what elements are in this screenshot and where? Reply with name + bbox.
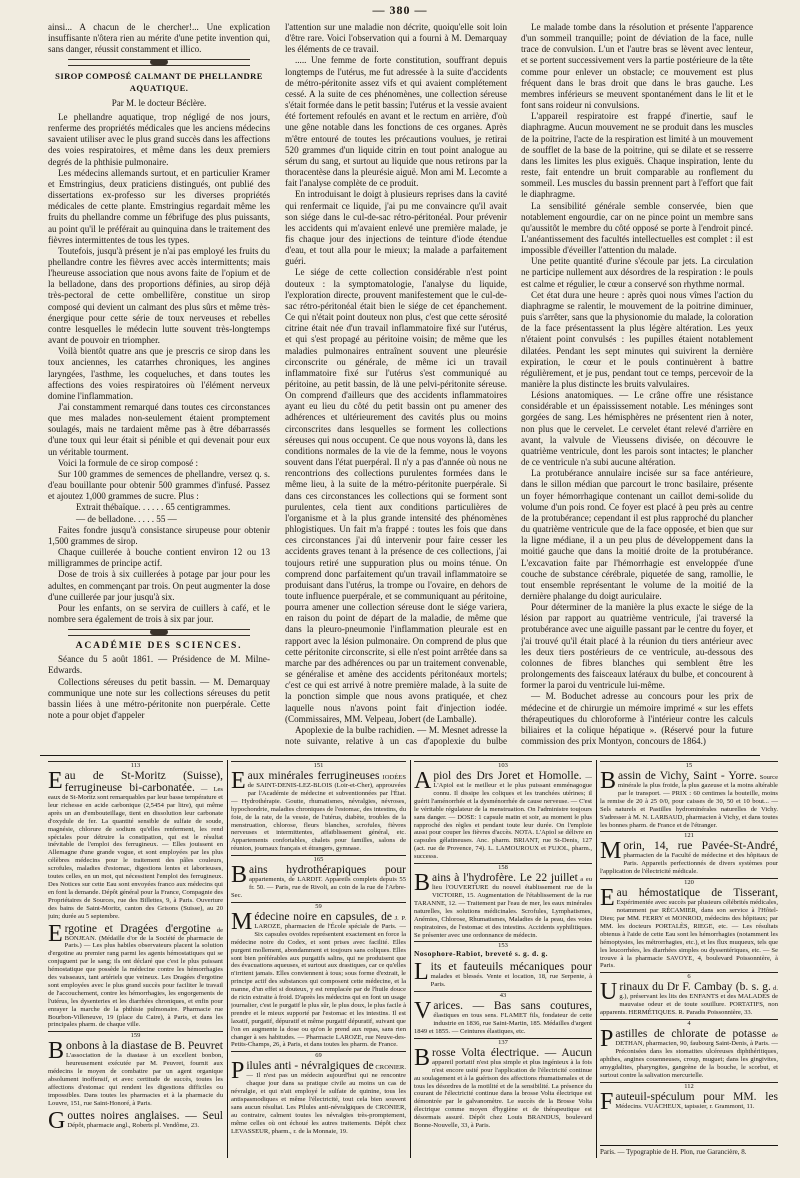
ad-number: 4 (600, 1019, 778, 1028)
ad-headline: arices. — Bas sans coutures, (433, 1000, 592, 1013)
paragraph: Une petite quantité d'urine s'écoule par jets. La circulation ne participe nullement aux désordres de la respiration : le pouls est calme et régulier, le cœur a conservé son rhythme normal. (521, 256, 753, 289)
advertisement (231, 864, 406, 900)
drop-cap: P (600, 1026, 614, 1053)
ad-headline: piol des Drs Joret et Homolle. (433, 770, 582, 782)
advertisement (414, 950, 592, 959)
ad-number: 121 (600, 831, 778, 840)
ad-body: d. g.), préservant les lits des ENFANTS et des MALADES de mauvaise odeur et de toute souillure. PORTATIFS, non apparents. HERMÉTIQUES. R. Paradis Poissonnière, 33. (600, 985, 778, 1017)
ad-number: 6 (600, 972, 778, 981)
advertisement (48, 920, 223, 1030)
advertisement (414, 1000, 592, 1036)
ad-number: 43 (414, 991, 592, 1000)
paragraph: L'appareil respiratoire est frappé d'inertie, sauf le diaphragme. Aucun mouvement ne se produit dans les muscles de la poitrine, l'acte de la respiration est limité à un mouvement de soufflet de la base de la poitrine, qui se dilate et se resserre dans les limites les plus exiguës. Chaque inspiration, lente du reste, fait entendre un bruit comparable au ronflement du sommeil. Les muscles du bassin prennent part à l'effort que fait le diaphragme. (521, 111, 753, 200)
column-2 (285, 22, 507, 747)
ad-headline: édecine noire en capsules, de (254, 910, 392, 923)
advertisement (600, 1088, 778, 1115)
column-1 (48, 22, 270, 747)
ad-number: 137 (414, 1038, 592, 1047)
ad-headline: onbons à la diastase de B. Peuvret (66, 1040, 223, 1053)
ad-body: Dépôt, pharmacie angl., Roberts pl. Vendôme, 23. (67, 1121, 200, 1129)
paragraph: Apoplexie de la bulbe rachidien. — M. Mesnet adresse la note suivante, relative à un cas d'apoplexie du bulbe (285, 724, 507, 746)
ad-headline: ains à l'hydrofère. Le 22 juillet (432, 872, 578, 885)
advertisement (48, 1040, 223, 1107)
drop-cap: U (600, 979, 618, 1006)
advertisement-rule (40, 755, 760, 756)
paragraph: Cet état dura une heure : après quoi nous vîmes l'action du diaphragme se ralentir, le mouvement de la poitrine diminuer, puis s'arrêter, sans que la physionomie du malade, la coloration de la face présentassent la plus légère altération. Les yeux n'étaient point convulsés : les pupilles étaient notablement dilatées. Pendant les sept minutes qui suivirent la dernière expiration, le cœur et le pouls continuèrent à battre régulièrement, et je pus, pendant tout ce temps, percevoir de la manière la plus distincte les bruits valvulaires. (521, 289, 753, 389)
ad-column-4 (600, 760, 778, 1160)
ad-column-divider (596, 760, 597, 1158)
ad-body: IODÉES de SAINT-DENIS-LEZ-BLOIS (Loir-et-Cher), approuvées par l'Académie de médecine et subventionnées par l'État. — Hydrothérapie. Goutte, rhumatismes, névralgies, névroses, hypochondrie, maladies chroniques de l'estomac, des intestins, du foie, de la rate, de la vessie, de l'utérus, diabète, troubles de la menstruation, chlorose, fleurs blanches, scrofules, fièvres nerveuses et intermittentes, affaiblissement général, etc. Appartements confortables, chalets pour familles, salons de réunion, journaux français et étrangers, gymnase. (231, 774, 406, 853)
ad-number: 59 (231, 902, 406, 911)
advertisement (414, 770, 592, 861)
ad-body: Expérimentée avec succès par plusieurs célébrités médicales, notamment par RÉCAMIER, dans son service à l'Hôtel-Dieu; par MM. FERRY et MONROD, médecins des hôpitaux; par MM. les docteurs PORTALÈS, RIEGE, etc. — Les résultats obtenus à l'aide de cette Eau sont les hémorrhagies (notamment les hémoptysies, les métrorrhagies, etc.), et les flux muqueux, tels que les leucorrhées, les diarrhées simples ou dyssentériques, etc. — Se trouve à la pharmacie SAVOYE, 4, boulevard Poissonnière, à Paris. (600, 899, 778, 970)
ad-body: L'association de la diastase à un excellent bonbon, heureusement exécutée par M. Peuvret, fournit aux médecins le moyen de combattre par un agent organique absolument inoffensif, et avec certitude de succès, toutes les affections d'estomac qui rendent les digestions difficiles ou impossibles. Dans toutes les pharmacies et à la pharmacie du Louvre, 151, rue Saint-Honoré, à Paris. (48, 1052, 223, 1107)
ad-body: J. P. LAROZE, pharmacien de l'École spéciale de Paris. — Six capsules ovoïdes représentent exactement en force la médecine noire du Codex, et sont prises avec facilité. Elles purgent mollement, abondamment et toujours sans coliques. Elles sont bien préférables aux purgatifs salins, qui ne produisent que des évacuations aqueuses, et surtout aux drastiques, car ce qu'elles n'irritent jamais. Elles conviennent à tous; sous forme d'extrait, le principe actif des substances qui composent cette médecine, et la manne, d'un effet si douteux, y est remplacée par de l'huile douce de ricin extraite à froid. D'après les médecins qui en font un usage journalier, c'est le purgatif le plus sûr, le plus doux, le plus facile à prendre et le mieux supporté par l'estomac et les intestins. Il est laxatif, purgatif, dépuratif et même purgatif dépuratif, suivant que l'on en augmente la dose ou qu'on le prend aux repas, sans rien changer à ses habitudes. — Pharmacie LAROZE, rue Neuve-des-Petits-Champs, 26, à Paris, et dans toutes les pharm. de France. (231, 914, 406, 1049)
paragraph: Sur 100 grammes de semences de phellandre, versez q. s. d'eau bouillante pour obtenir 500 grammes d'infusé. Passez et ajoutez 1,000 grammes de sucre. Plus : (48, 468, 270, 502)
ad-headline: outtes noires anglaises. — Seul (67, 1109, 223, 1122)
ad-body: malades et blessés. Vente et location, 18, rue Serpente, à Paris. (430, 973, 592, 989)
ad-headline: assin de Vichy, Saint - Yorre. (618, 770, 757, 782)
paragraph: La protubérance annulaire incisée sur sa face antérieure, dans le sillon médian que parcourt le tronc basilaire, présente un foyer hémorrhagique contenant un caillot demi-solide du volume d'un pois rond. Ce foyer est placé à peu près au centre de la protubérance; cependant il est plus rapproché du plancher du quatrième ventricule que de la face opposée, et bien que sur la ligne médiane, il a un peu plus de développement dans la moitié gauche que dans la moitié droite de la protubérance. L'excavation faite par l'hémorrhagie est enveloppée d'une couche de substance cérébrale, piquetée de sang, ramollie, le tout ensemble représentant le volume de la moitié de la dernière phalange du doigt auriculaire. (521, 468, 753, 601)
byline: Par M. le docteur Béclère. (111, 97, 207, 108)
ad-body: pharmacien de la Faculté de médecine et des hôpitaux de Paris. Appareils perfectionnés de divers systèmes pour l'application de l'électricité médicale. (600, 852, 778, 876)
paragraph: Dose de trois à six cuillerées à potage par jour pour les adultes, en commençant par trois. On peut augmenter la dose d'une cuillerée par jour jusqu'à six. (48, 569, 270, 602)
paragraph: Collections séreuses du petit bassin. — M. Demarquay communique une note sur les collections séreuses du petit bassin liées à une métro-péritonite non puerpérale. Cette note a pour objet d'appeler (48, 676, 270, 721)
advertisement (414, 961, 592, 989)
advertisement (231, 908, 406, 1050)
paragraph: ainsi... A chacun de le chercher!... Une explication insuffisante n'ôtera rien au mérite d'une petite invention qui, sans danger, réussit constamment et illico. (48, 22, 270, 55)
column-3 (521, 22, 753, 747)
drop-cap: M (600, 838, 622, 865)
paragraph: J'ai constamment remarqué dans toutes ces circonstances que mes malades non-seulement étaient promptement soulagés, mais ne tardaient même pas à être débarrassés d'une toux qui leur était si pénible et qui devenait pour eux un véritable tourment. (48, 402, 270, 457)
ad-body: CRONIER. — Il n'est pas un médecin aujourd'hui qui ne rencontre chaque jour dans sa pratique civile au moins un cas de névralgie, et qui n'ait employé le sulfate de quinine, tous les antispasmodiques et même l'électricité, tout cela bien souvent sans aucun résultat. Les Pilules anti-névralgiques de CRONIER, au contraire, calment toutes les névralgies très-promptement, même celles où ont échoué les autres traitements. Dépôt chez LEVASSEUR, pharm., r. de la Monnaie, 19. (231, 1064, 406, 1135)
ad-number: 158 (414, 863, 592, 872)
advertisement (231, 1060, 406, 1135)
ad-column-3 (414, 760, 592, 1160)
drop-cap: V (414, 998, 432, 1025)
drop-cap: E (231, 768, 246, 794)
ad-body: appareil portatif n'est plus simple et plus ingénieux à la fois n'est encore usité pour l'application de l'électricité continue au soulagement et à la guérison des affections rhumatismales et de tous les désordres de la motilité et de la sensibilité. La présence du courant de l'électricité continue dans la brosse Volta électrique est démontrée par le galvanomètre. Le succès de la Brosse Volta électrique comme moyen d'hygiène et de thérapeutique est désormais assuré. Dépôt chez Louis BRANDUS, boulevard Bonne-Nouvelle, 33, à Paris. (414, 1058, 592, 1130)
ad-body: de BONJEAN. (Médaille d'or de la Société de pharmacie de Paris.) — Les plus habiles observateurs placent la solution d'ergotine au premier rang parmi les agents hémostatiques qui se conjuguent par le sang; ils ont déclaré que c'est le plus puissant hémostatique que possède la médecine contre les hémorrhagies des vaisseaux, tant artériels que veineux. Les Dragées d'ergotine sont employées avec le plus grand succès pour faciliter le travail de l'accouchement, contre les hémorrhagies, les engorgements de l'utérus, les dysenteries et les diarrhées chroniques, et enfin pour enrayer la marche de la phthisie pulmonaire. Pharmacie rue Bourbon-Villeneuve, 19 (place du Caire), à Paris, et dans les principales pharm. de chaque ville. (48, 926, 223, 1029)
drop-cap: P (231, 1058, 245, 1085)
drop-cap: M (231, 908, 253, 935)
paragraph: Faites fondre jusqu'à consistance sirupeuse pour obtenir 1,500 grammes de sirop. (48, 524, 270, 546)
advertisement (414, 872, 592, 939)
section-heading: ACADÉMIE DES SCIENCES. (75, 640, 243, 652)
page-number: — 380 — (372, 3, 428, 17)
formula-line: Extrait thébaïque. . . . . . 65 centigrammes. (76, 502, 231, 513)
advertisement (600, 1028, 778, 1080)
ad-column-2 (231, 760, 406, 1160)
ad-column-1 (48, 760, 223, 1160)
ad-number: 165 (231, 855, 406, 864)
ad-headline: astilles de chlorate de potasse (615, 1028, 767, 1041)
paragraph: Pour déterminer de la manière la plus exacte le siége de la lésion par rapport au quatrième ventricule, j'ai traversé la protubérance avec une aiguille passant par le centre du foyer, et j'ai trouvé qu'il était placé à la réunion du tiers antérieur avec les deux tiers postérieurs de ce ventricule, au-dessous des colonnes de fibres blanches qui semblent être les prolongements des faisceaux latéraux du bulbe, et concourent à former la paroi du ventricule lui-même. (521, 602, 753, 691)
session-line: Séance du 5 août 1861. — Présidence de M. Milne-Edwards. (48, 654, 270, 676)
ad-number: 15 (600, 761, 778, 770)
ad-headline: orin, 14, rue Pavée-St-André, (623, 840, 778, 853)
drop-cap: L (414, 959, 429, 986)
paragraph: En introduisant le doigt à plusieurs reprises dans la cavité qui renfermait ce liquide, j'ai pu me convaincre qu'il avait son siége dans le cul-de-sac rétro-péritonéal. Pour prévenir les accidents qui m'avaient enlevé une première malade, je fis chaque jour des injections de teinture d'iode étendue d'eau, et tout alla pour le mieux; la malade a parfaitement guéri. (285, 189, 507, 267)
advertisement (600, 840, 778, 876)
paragraph: — M. Boduchet adresse au concours pour les prix de médecine et de chirurgie un mémoire imprimé « sur les effets thérapeutiques du chloroforme à l'intérieur contre les calculs biliaires et la colique hépatique ». (Réservé pour la future commission des prix Montyon, concours de 1864.) (521, 691, 753, 746)
ad-headline: au de St-Moritz (Suisse), ferrugineuse bi-carbonatée. (64, 770, 223, 794)
ad-body: Médecins. VUACHEUX, tapissier, r. Grammont, 11. (615, 1102, 755, 1110)
ad-headline: aux minérales ferrugineuses (247, 770, 380, 782)
ad-body: a eu lieu l'OUVERTURE du nouvel établissement rue de la VICTOIRE, 15. Augmentation de l'établissement de la rue TARANNE, 12. — Traitement par l'eau de mer, les eaux minérales naturelles, les solutions médicinales. Scrofules, Lymphatismes, Anémies, Chlorose, Rhumatismes, Maladies de la peau, des voies respiratoires, de l'estomac et des intestins. Accidents syphilitiques. Se présenter avec une ordonnance de médecin. (414, 876, 592, 939)
advertisement (600, 770, 778, 829)
paragraph: Le siége de cette collection considérable n'est point douteux : la symptomatologie, l'analyse du liquide, l'exploration directe, prouvent manifestement que le cul-de-sac rétro-péritonéal était bien le siége de cet épanchement. Ce qui n'était point douteux non plus, c'est que cette sérosité citrine était née d'un travail inflammatoire fixé sur l'utérus, et qui s'est propagé au péritoine voisin; de même que les maladies pulmonaires entraînent souvent une pleurésie circonscrite ou générale, de même ici un travail inflammatoire fixé sur l'utérus s'est communiqué au péritoine, au petit bassin, de là une pelvi-péritonite séreuse. On comprend d'ailleurs que des accidents inflammatoires ayant eu lieu du côté du petit bassin ont pu amener des adhérences et ultérieurement des cavités plus ou moins circonscrites dans lesquelles se forment les collections séreuses qui nous occupent. Ce que nous voyons là, dans les conditions normales de la vie de la femme, nous le voyons souvent dans l'état puerpéral. Il n'y a pas d'année où nous ne rencontrions des collections purulentes formées dans le même lieu, à la suite de la métro-péritonite puerpérale. Si dans ces circonstances les collections qui se forment sont purulentes, cela tient aux conditions particulières de l'organisme et à la plus grande intensité des phénomènes phlogistiques. Un fait m'a frappé : toutes les fois que dans ces circonstances j'ai dû intervenir pour faire cesser les accidents graves tenant à la présence de ces collections, j'ai toujours retiré une suppuration plus ou moins ténue. On comprend donc parfaitement qu'un travail inflammatoire se produisant dans l'utérus, la trompe ou l'ovaire, en dehors de toute influence puerpérale, et se communiquant au péritoine, pourra amener une collection séreuse dont le siége variera, en raison du point de départ de la maladie, de même que dans la pleuro-pneumonie l'inflammation pleurale est en rapport avec la lésion pulmonaire. On comprend de plus que cette péritonite circonscrite, si elle n'est point arrêtée dans sa marche par des adhérences ou par un traitement convenable, se généralise et amène des accidents péritonéaux mortels; c'est ce qui est arrivé à notre première malade, à la suite de la ponction simple que nous avons pratiquée, et chez laquelle nous n'avons point fait d'injection iodée. (Commissaires, MM. Velpeau, Jobert (de Lamballe). (285, 267, 507, 724)
paragraph: Voici la formule de ce sirop composé : (58, 457, 198, 468)
ad-headline: auteuil-spéculum pour MM. les (615, 1090, 778, 1103)
paragraph: Toutefois, jusqu'à présent je n'ai pas employé les fruits du phellandre contre les fièvres avec accès intermittents; mais l'heureuse association que nous avons faite de l'opium et de la belladone, dans des proportions définies, au sirop déjà très-pectoral de cette ombellifère, constitue un sirop composé qui devient un calmant des plus sûrs et même très-énergique pour cette série de toux nerveuses et rebelles contre lesquelles le médecin lutte souvent très-longtemps avant de pouvoir en triompher. (48, 245, 270, 346)
drop-cap: B (231, 862, 248, 889)
ad-headline: rosse Volta électrique. — Aucun (432, 1046, 592, 1059)
ad-number: 151 (231, 761, 406, 770)
ad-headline: rinaux du Dr F. Cambay (b. s. g. (619, 981, 771, 994)
ad-number: 112 (600, 1082, 778, 1091)
paragraph: ..... Une femme de forte constitution, souffrant depuis longtemps de l'utérus, me fut adressée à la suite d'accidents de métro-péritonite assez vifs et qui avaient complétement cessé. A la suite de ces phénomènes, une collection séreuse s'était formée dans le petit bassin; l'utérus et la vessie avaient été fortement refoulés en avant et le rectum en arrière, d'où une gêne notable dans les fonctions de ces organes. Après m'être entouré de toutes les précautions voulues, je retirai 520 grammes d'un liquide citrin en tout point analogue au sérum du sang, et surtout au liquide que nous retirons par la thoracentèse dans la pleurésie aiguë. Mon ami M. Lecomte a fait l'analyse complète de ce produit. (285, 55, 507, 189)
ad-headline: au hémostatique de Tisserant, (616, 887, 778, 900)
drop-cap: F (600, 1088, 614, 1115)
formula-line: — de belladone. . . . . 55 — (76, 513, 177, 524)
drop-cap: B (600, 768, 617, 794)
paragraph: Les médecins allemands surtout, et en particulier Kramer et Emstringius, deux praticiens distingués, ont publié des dissertations ex-professo sur les diverses propriétés médicales de cette plante. Emstringius regardait même les fruits du phellandre comme un fébrifuge des plus puissants, au point qu'il le préférait au quinquina dans le traitement des fièvres intermittentes de tous les types. (48, 167, 270, 245)
ad-number: 103 (414, 761, 592, 770)
printer-imprint: Paris. — Typographie de H. Plon, rue Garancière, 8. (600, 1145, 778, 1156)
ad-headline: ains hydrothérapiques pour (249, 864, 406, 877)
ad-body: Source minérale la plus froide, la plus gazeuse et la moins altérable par le transport. — PRIX : 60 centimes la bouteille, moins la remise de 20 à 25 0/0, pour caisses de 30, 50 et 10 bout... — Sels naturels et Pastilles hydrominérales naturelles de Vichy. S'adresser à M. N. LARBAUD, pharmacien à Vichy, et dans toutes les bonnes pharm. de France et de l'étranger. (600, 774, 778, 829)
ad-number: 113 (48, 761, 223, 770)
ad-number: 69 (231, 1051, 406, 1060)
separator (68, 59, 250, 66)
paragraph: Voilà bientôt quatre ans que je prescris ce sirop dans les toux anciennes, les catarrhes chroniques, les angines laryngées, l'asthme, les coqueluches, et dans toutes les affections des voies respiratoires où l'élément nerveux domine l'inflammation. (48, 346, 270, 401)
ad-headline: rgotine et Dragées d'ergotine (64, 922, 211, 935)
ad-headline: its et fauteuils mécaniques pour (430, 961, 592, 974)
paragraph: Le malade tombe dans la résolution et présente l'apparence d'un sommeil tranquille; point de déviation de la face, nulle trace de convulsion. L'un et l'autre bras se lèvent avec lenteur, et se portent successivement vers la partie postérieure de la tête comme pour enlever un obstacle; ce mouvement est plus fréquent dans le bras droit que dans le bras gauche. Les membres inférieurs se meuvent spontanément dans le lit et le font sans roideur ni convulsions. (521, 22, 753, 111)
ad-body: élastiques en tous sens. FLAMET fils, fondateur de cette industrie en 1836, rue Saint-Martin, 185. Médailles d'argent 1849 et 1855. — Ceintures élastiques, etc. (414, 1012, 592, 1035)
ad-headline: ilules anti - névralgiques de (246, 1060, 374, 1073)
advertisement (231, 770, 406, 853)
drop-cap: B (414, 870, 431, 897)
drop-cap: E (600, 885, 615, 912)
advertisement (600, 981, 778, 1017)
paragraph: l'attention sur une maladie non décrite, quoiqu'elle soit loin d'être rare. Voici l'observation qui a fourni à M. Demarquay les éléments de ce travail. (285, 22, 507, 55)
advertisement (48, 770, 223, 921)
ad-column-divider (410, 760, 411, 1158)
ad-column-divider (227, 760, 228, 1158)
paragraph: Le phellandre aquatique, trop négligé de nos jours, renferme des propriétés médicales que les anciens médecins savaient utiliser avec le plus grand succès dans les affections des voies respiratoires, et même dans les deux premiers degrés de la phthisie pulmonaire. (48, 111, 270, 167)
drop-cap: G (48, 1107, 66, 1134)
ad-number: 120 (600, 878, 778, 887)
article-title: SIROP COMPOSÉ CALMANT DE PHELLANDRE AQUATIQUE. (55, 71, 263, 93)
advertisement (414, 1044, 592, 1130)
drop-cap: B (48, 1038, 65, 1065)
drop-cap: A (414, 768, 432, 794)
advertisement (48, 1107, 223, 1134)
paragraph: La sensibilité générale semble conservée, bien que notablement engourdie, car on ne pince point un membre sans qu'aussitôt le membre du côté opposé se porte à l'endroit pincé. L'anéantissement des facultés intellectuelles est complet : il est impossible d'éveiller l'attention du malade. (521, 200, 753, 256)
paragraph: Chaque cuillerée à bouche contient environ 12 ou 13 milligrammes de principe actif. (48, 547, 270, 569)
drop-cap: E (48, 920, 63, 947)
ad-body: — Les eaux de St-Moritz sont remarquables par leur basse température et leur richesse en acide carbonique (2,5454 par litre), qui même après un an d'embouteillage, tient en dissolution leur carbonate d'oxydule de fer. La quantité sensible de sulfate de soude, magnésie, chlorure de sodium qu'elles renferment, les rend spéciales pour détruire la constipation, qui est le résultat inévitable de l'emploi des ferrugineux. — Elles jouissent en Allemagne d'une grande vogue, et sont employées par les plus célèbres médecins pour le traitement des pâles couleurs, scrofules, maladies d'estomac, digestions lentes et laborieuses, toutes celles, en un mot, qui nécessitent l'emploi des ferrugineux. Des Notices sur cette Eau sont envoyées franco aux médecins qui en font la demande. Dépôt général pour la France, Compagnie des Propriétaires de Sources, rue des Billettes, 9, à Paris. Ouverture des bains de Saint-Moritz, canton des Grisons (Suisse), au 20 juin; durée au 5 septembre. (48, 786, 223, 920)
ad-number: 153 (414, 941, 592, 950)
drop-cap: B (414, 1044, 431, 1071)
separator (68, 629, 250, 636)
ad-body: de DETHAN, pharmacien, 90, faubourg Saint-Denis, à Paris. — Préconisées dans les stomatites ulcéreuses diphthéritiques, aphthes, angines couenneuses, croup, muguet; dans les gingivites, amygdalites, pharyngites, gangrène de la bouche, le scorbut, et surtout contre la salivation mercurielle. (600, 1032, 778, 1079)
ad-body: appartements, de LARDIT. Appareils complets depuis 55 fr. 50. — Paris, rue de Rivoli, au coin de la rue de l'Arbre-Sec. (231, 876, 406, 899)
drop-cap: E (48, 768, 63, 794)
advertisement (600, 887, 778, 970)
ad-body: — L'Apiol est le meilleur et le plus puissant emménagogue connu. Il dissipe les coliques et les tranchées utérines; il guérit l'aménorrhée et la dysménorrhée de cause nerveuse. — C'est le véritable régulateur de la menstruation. On l'administre toujours sans danger. — DOSE: 1 capsule matin et soir, au moment le plus rapproché des règles et pendant toute leur durée. On l'emploie aussi pour couper les fièvres d'accès. NOTA. L'Apiol se délivre en capsules gélatineuses. Anc. pharm. BRIANT, rue St-Denis, 127 (act. rue de Provence, 74). L. LAMOUROUX et FUJOL, pharm., successs. (414, 774, 592, 861)
paragraph: Lésions anatomiques. — Le crâne offre une résistance considérable et un épaississement notable. Les méninges sont gorgées de sang. Les hémisphères ne présentent rien à noter, non plus que le cervelet. Le cervelet étant relevé d'arrière en avant, la valvule de Vieussens divisée, on découvre le quatrième ventricule, dont les parois sont intactes; le plancher de ce ventricule n'a subi aucune altération. (521, 390, 753, 468)
ad-number: 159 (48, 1031, 223, 1040)
paragraph: Pour les enfants, on se servira de cuillers à café, et le nombre sera également de trois à six par jour. (48, 602, 270, 624)
ad-headline: Nosophore-Rabiot, breveté s. g. d. g. (414, 949, 549, 959)
